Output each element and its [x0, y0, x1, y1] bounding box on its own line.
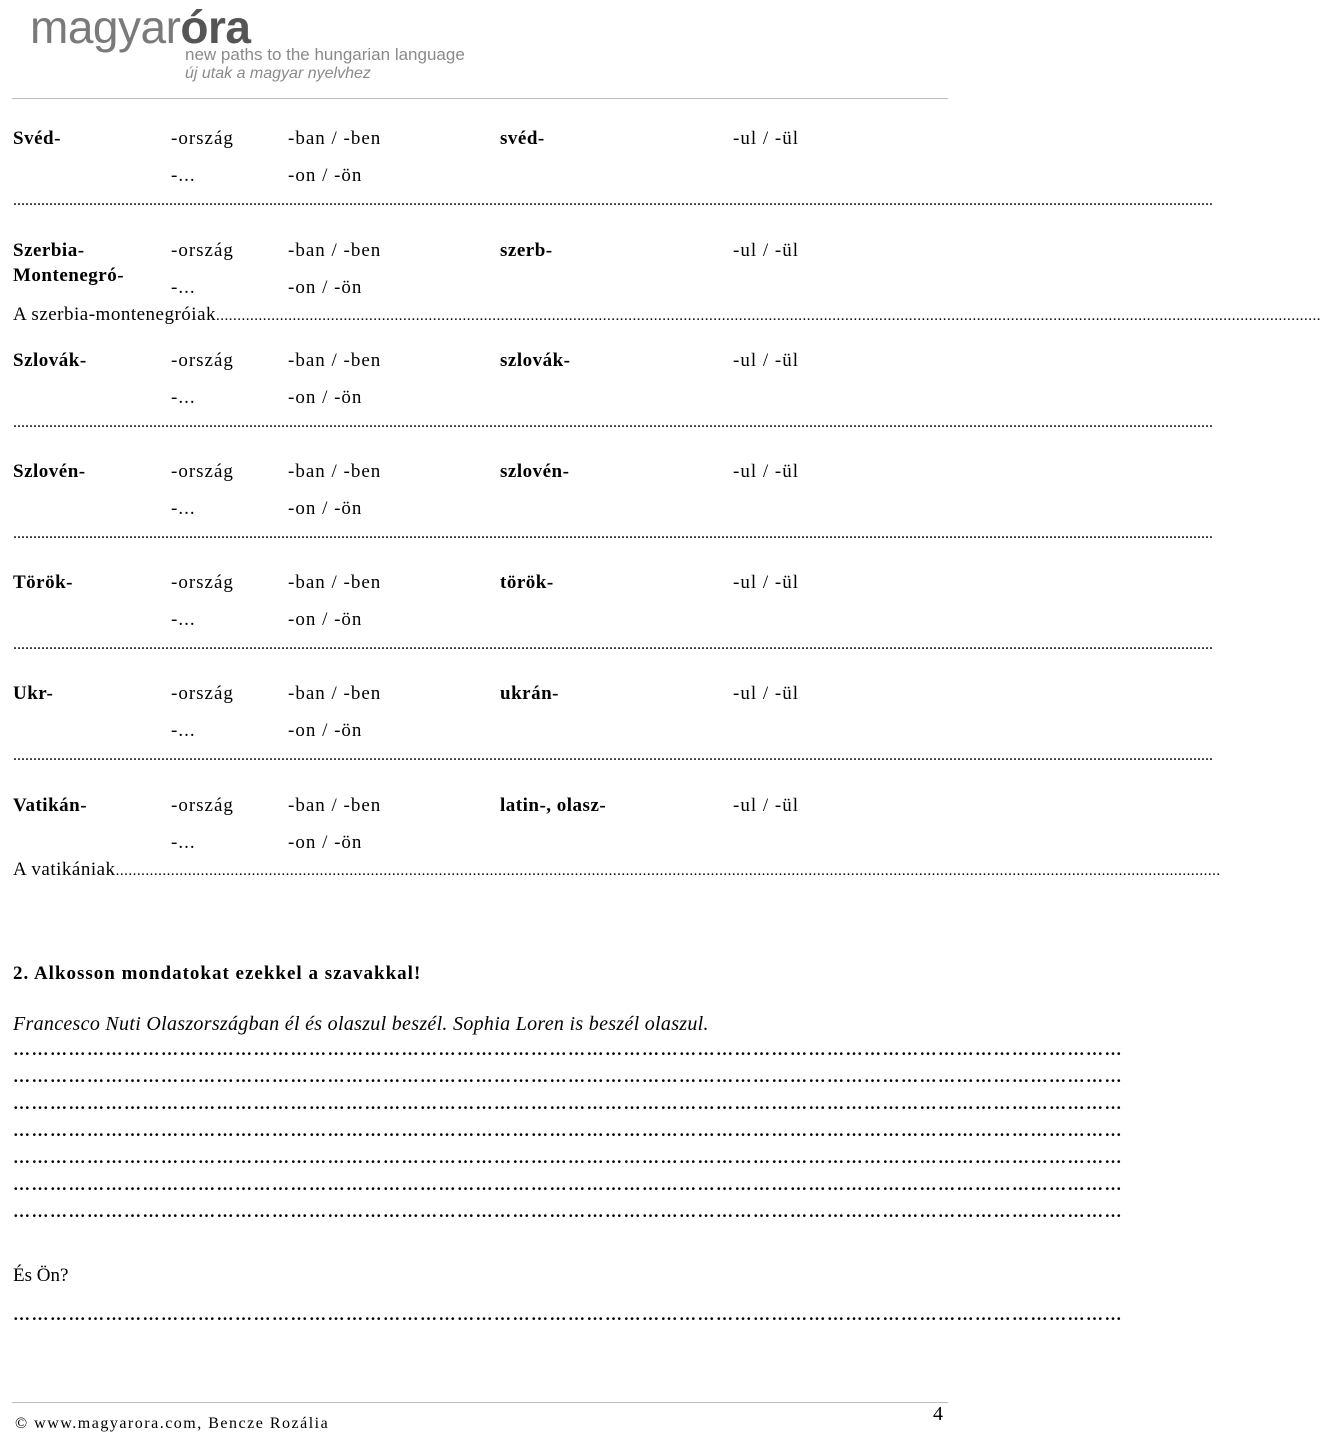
tagline-hungarian: új utak a magyar nyelvhez	[185, 65, 371, 82]
task-title: 2. Alkosson mondatokat ezekkel a szavakkal!	[13, 963, 422, 984]
case-suffix-on: -on / -ön	[288, 277, 363, 298]
answer-line[interactable]: ............................................................................................................................................................................................................................................................................................................	[13, 192, 1213, 209]
country-stem: Svéd-	[13, 128, 61, 149]
answer-line[interactable]: ............................................................................................................................................................................................................................................................................................................	[13, 636, 1213, 653]
answer-line[interactable]: ............................................................................................................................................................................................................................................................................................................	[13, 747, 1213, 764]
country-stem: Török-	[13, 572, 73, 593]
case-suffix-on: -on / -ön	[288, 832, 363, 853]
country-stem: Ukr-	[13, 683, 54, 704]
answer-line[interactable]: ............................................................................................................................................................................................................................................................................................................	[13, 525, 1213, 542]
answer-line[interactable]: ………………………………………………………………………………………………………………………………………………………………	[13, 1148, 1123, 1167]
table-row	[0, 461, 1213, 571]
footer-divider	[12, 1402, 948, 1403]
case-suffix-in: -ban / -ben	[288, 240, 382, 261]
answer-prefix: A szerbia-montenegróiak	[13, 304, 217, 325]
language-stem: szlovák-	[500, 350, 571, 371]
example-sentence: Francesco Nuti Olaszországban él és olaszul beszél. Sophia Loren is beszél olaszul.	[13, 1013, 709, 1035]
alt-suffix: -...	[171, 609, 196, 630]
language-stem: szerb-	[500, 240, 553, 261]
answer-line[interactable]: ………………………………………………………………………………………………………………………………………………………………	[13, 1121, 1123, 1140]
case-suffix-on: -on / -ön	[288, 609, 363, 630]
answer-prefix: A vatikániak	[13, 859, 116, 880]
tagline-english: new paths to the hungarian language	[185, 45, 465, 64]
case-suffix-in: -ban / -ben	[288, 572, 382, 593]
country-suffix: -ország	[171, 350, 234, 371]
language-stem: latin-, olasz-	[500, 795, 607, 816]
country-stem: Szerbia-	[13, 240, 85, 261]
table-row	[0, 683, 1213, 793]
country-stem: Szlovák-	[13, 350, 87, 371]
page-number: 4	[933, 1403, 943, 1425]
answer-line[interactable]: ………………………………………………………………………………………………………………………………………………………………	[13, 1305, 1123, 1324]
answer-line[interactable]: ………………………………………………………………………………………………………………………………………………………………	[13, 1175, 1123, 1194]
case-suffix-on: -on / -ön	[288, 387, 363, 408]
case-suffix-on: -on / -ön	[288, 498, 363, 519]
country-stem: Vatikán-	[13, 795, 88, 816]
country-suffix: -ország	[171, 572, 234, 593]
footer-copyright: © www.magyarora.com, Bencze Rozália	[15, 1415, 330, 1432]
alt-suffix: -...	[171, 832, 196, 853]
case-suffix-in: -ban / -ben	[288, 683, 382, 704]
language-suffix: -ul / -ül	[733, 461, 799, 482]
alt-suffix: -...	[171, 498, 196, 519]
country-stem: Szlovén-	[13, 461, 86, 482]
language-stem: szlovén-	[500, 461, 570, 482]
table-row	[0, 795, 1221, 905]
country-suffix: -ország	[171, 461, 234, 482]
country-suffix: -ország	[171, 128, 234, 149]
table-row	[0, 240, 1321, 350]
language-stem: svéd-	[500, 128, 545, 149]
language-stem: ukrán-	[500, 683, 559, 704]
case-suffix-on: -on / -ön	[288, 165, 363, 186]
answer-line[interactable]: ............................................................................................................................................................................................................................................................................................................	[13, 414, 1213, 431]
language-stem: török-	[500, 572, 554, 593]
language-suffix: -ul / -ül	[733, 128, 799, 149]
table-row	[0, 572, 1213, 682]
case-suffix-on: -on / -ön	[288, 720, 363, 741]
answer-line[interactable]	[13, 304, 1321, 326]
logo: magyaróra	[30, 1, 251, 53]
table-row	[0, 350, 1213, 460]
language-suffix: -ul / -ül	[733, 795, 799, 816]
alt-suffix: -...	[171, 387, 196, 408]
answer-line[interactable]: ………………………………………………………………………………………………………………………………………………………………	[13, 1202, 1123, 1221]
case-suffix-in: -ban / -ben	[288, 128, 382, 149]
dotted-fill: ....................................................................................................................................................................................................................................................................	[216, 308, 1321, 324]
answer-line[interactable]: ………………………………………………………………………………………………………………………………………………………………	[13, 1067, 1123, 1086]
language-suffix: -ul / -ül	[733, 240, 799, 261]
country-suffix: -ország	[171, 795, 234, 816]
language-suffix: -ul / -ül	[733, 350, 799, 371]
answer-line[interactable]	[13, 859, 1221, 881]
case-suffix-in: -ban / -ben	[288, 350, 382, 371]
dotted-fill: ....................................................................................................................................................................................................................................................................	[115, 863, 1221, 879]
question-label: És Ön?	[13, 1265, 69, 1286]
country-stem-second: Montenegró-	[13, 265, 125, 286]
answer-line[interactable]: ………………………………………………………………………………………………………………………………………………………………	[13, 1040, 1123, 1059]
header-divider	[12, 98, 948, 99]
language-suffix: -ul / -ül	[733, 683, 799, 704]
alt-suffix: -...	[171, 720, 196, 741]
case-suffix-in: -ban / -ben	[288, 461, 382, 482]
table-row	[0, 128, 1213, 238]
answer-line[interactable]: ………………………………………………………………………………………………………………………………………………………………	[13, 1094, 1123, 1113]
country-suffix: -ország	[171, 240, 234, 261]
case-suffix-in: -ban / -ben	[288, 795, 382, 816]
language-suffix: -ul / -ül	[733, 572, 799, 593]
country-suffix: -ország	[171, 683, 234, 704]
alt-suffix: -...	[171, 165, 196, 186]
alt-suffix: -...	[171, 277, 196, 298]
